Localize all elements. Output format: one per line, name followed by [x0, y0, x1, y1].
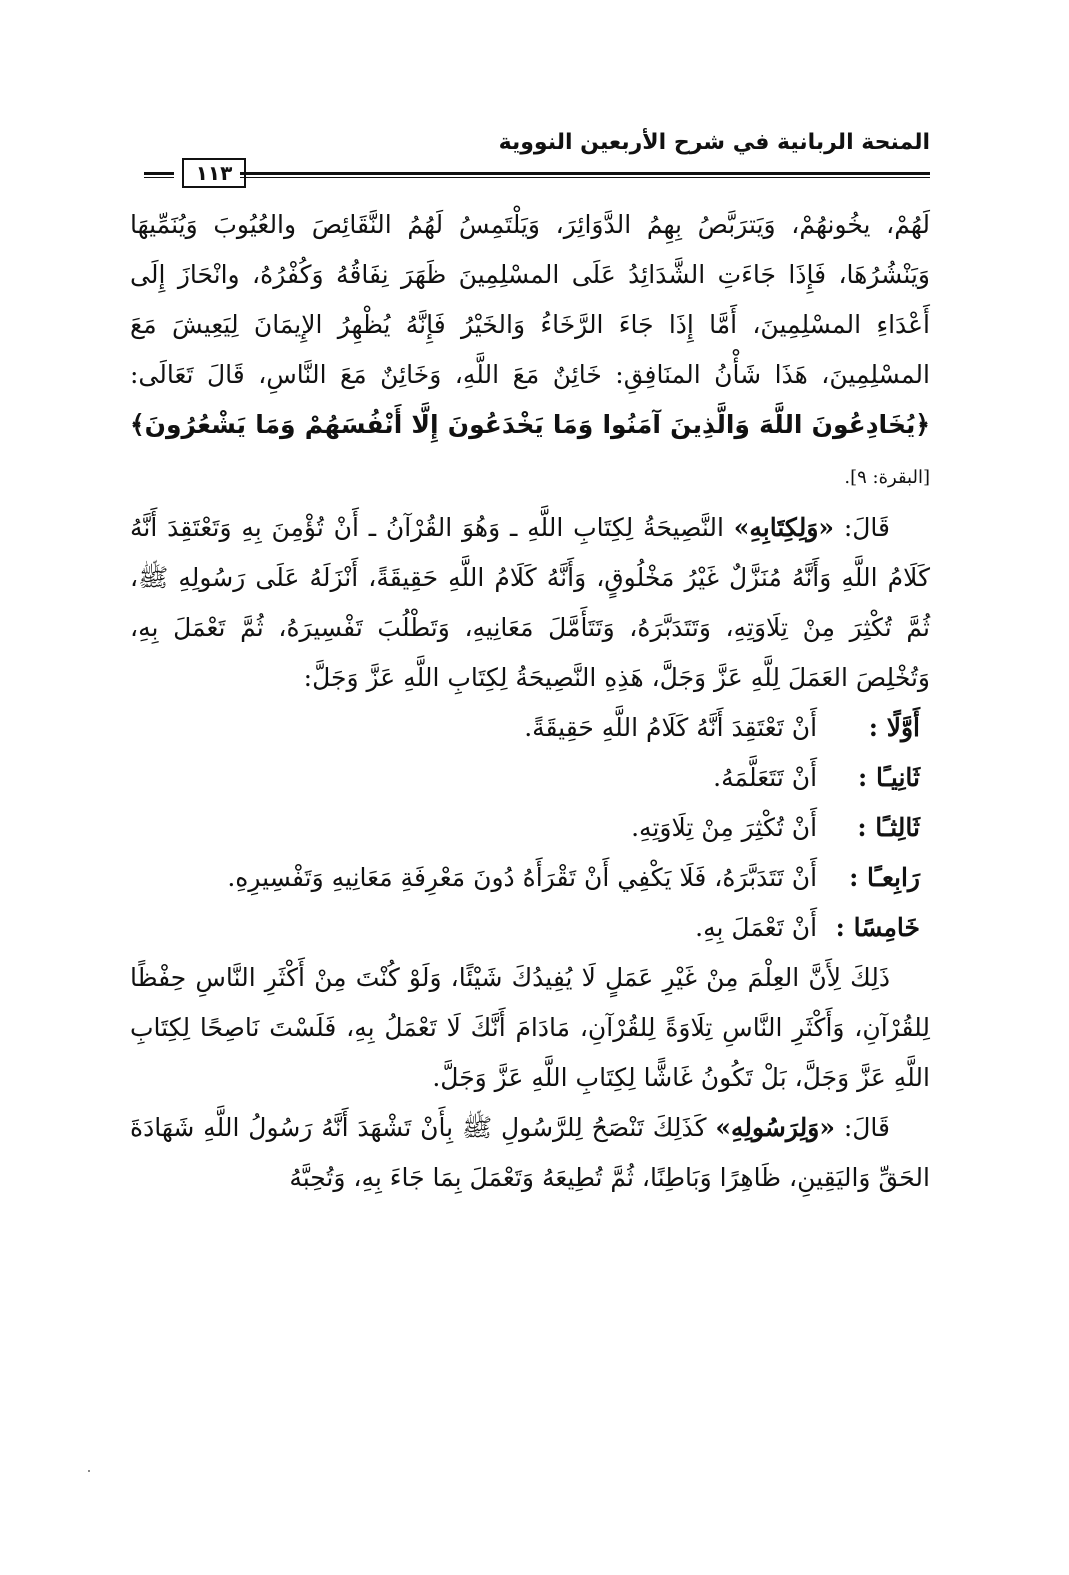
hadith-quote: «وَلِرَسُولِهِ»: [715, 1113, 835, 1142]
paragraph-kitab: [130, 503, 930, 703]
paragraph-lead: قَالَ:: [843, 513, 890, 542]
paragraph-amal: [130, 953, 930, 1103]
paragraph-text: لَهُمْ، يخُونهُمْ، وَيَترَبَّصُ بِهِمُ الدَّوَائِرَ، وَيَلْتَمِسُ لَهُمُ النَّقَائِصَ والعُيُوبَ وَيُنَمِّيهَا وَيَنْشُرُهَا، فَإِذَا جَاءَتِ الشَّدَائِدُ عَلَى المسْلِمِينَ ظَهَرَ نِفَاقُهُ وَكُفْرُهُ، وانْحَازَ إِلَى أَعْدَاءِ المسْلِمِينَ، أَمَّا إِذَا جَاءَ الرَّخَاءُ وَالخَيْرُ فَإِنَّهُ يُظْهِرُ الإِيمَانَ لِيَعِيشَ مَعَ المسْلِمِينَ، هَذَا شَأْنُ المنَافِقِ: خَائِنٌ مَعَ اللَّهِ، وَخَائِنٌ مَعَ النَّاسِ، قَالَ تَعَالَى:: [130, 210, 930, 389]
list-label: رَابِعـًا :: [849, 863, 920, 892]
paragraph-rasul: [130, 1103, 930, 1203]
list-text: أَنْ تُكْثِرَ مِنْ تِلَاوَتِهِ.: [631, 813, 818, 842]
list-text: أَنْ تَتَعَلَّمَهُ.: [713, 763, 818, 792]
list-item: [130, 703, 930, 753]
page-number: ١١٣: [182, 158, 246, 188]
list-text: أَنْ تَعْمَلَ بِهِ.: [695, 913, 818, 942]
list-item: [130, 853, 930, 903]
scan-speck: [88, 1470, 90, 1472]
page-header: [130, 118, 930, 188]
list-item: [130, 903, 930, 953]
quran-verse: ﴿يُخَادِعُونَ اللَّهَ وَالَّذِينَ آمَنُوا وَمَا يَخْدَعُونَ إِلَّا أَنْفُسَهُمْ وَمَا يَشْعُرُونَ﴾: [130, 410, 930, 439]
hadith-quote: «وَلِكِتَابِهِ»: [733, 513, 835, 542]
points-list: [130, 703, 930, 953]
list-label: أَوَّلًا :: [868, 713, 920, 742]
header-rule-left: [144, 172, 174, 178]
paragraph-lead: قَالَ:: [843, 1113, 890, 1142]
paragraph-text: النَّصِيحَةُ لِكِتَابِ اللَّهِ ـ وَهُوَ القُرْآنُ ـ أَنْ تُؤْمِنَ بِهِ وَتَعْتَقِدَ أَنَّهُ كَلَامُ اللَّهِ وَأَنَّهُ مُنَزَّلٌ غَيْرُ مَخْلُوقٍ، وَأَنَّهُ كَلَامُ اللَّهِ حَقِيقَةً، أَنْزَلَهُ عَلَى رَسُولِهِ ﷺ، ثُمَّ تُكْثِرَ مِنْ تِلَاوَتِهِ، وَتَتَدَبَّرَهُ، وَتَتَأَمَّلَ مَعَانِيهِ، وَتَطْلُبَ تَفْسِيرَهُ، ثُمَّ تَعْمَلَ بِهِ، وَتُخْلِصَ العَمَلَ لِلَّهِ عَزَّ وَجَلَّ، هَذِهِ النَّصِيحَةُ لِكِتَابِ اللَّهِ عَزَّ وَجَلَّ:: [130, 513, 930, 692]
list-label: ثَانِيـًا :: [858, 763, 920, 792]
paragraph-munafiq: [130, 200, 930, 503]
header-rule: [240, 172, 930, 178]
paragraph-text: كَذَلِكَ تَنْصَحُ لِلرَّسُولِ ﷺ بِأَنْ تَشْهَدَ أَنَّهُ رَسُولُ اللَّهِ شَهَادَةَ الحَقِّ وَاليَقِينِ، ظَاهِرًا وَبَاطِنًا، ثُمَّ تُطِيعَهُ وَتَعْمَلَ بِمَا جَاءَ بِهِ، وَتُحِبَّهُ: [130, 1113, 930, 1192]
paragraph-text: ذَلِكَ لِأَنَّ العِلْمَ مِنْ غَيْرِ عَمَلٍ لَا يُفِيدُكَ شَيْئًا، وَلَوْ كُنْتَ مِنْ أَكْثَرِ النَّاسِ حِفْظًا لِلقُرْآنِ، وَأَكْثَرِ النَّاسِ تِلَاوَةً لِلقُرْآنِ، مَادَامَ أَنَّكَ لَا تَعْمَلُ بِهِ، فَلَسْتَ نَاصِحًا لِكِتَابِ اللَّهِ عَزَّ وَجَلَّ، بَلْ تَكُونُ غَاشًّا لِكِتَابِ اللَّهِ عَزَّ وَجَلَّ.: [130, 963, 930, 1092]
page-body: [130, 200, 930, 1203]
verse-reference: [البقرة: ٩].: [844, 467, 930, 488]
list-label: ثَالِثـًا :: [857, 813, 920, 842]
list-item: [130, 803, 930, 853]
list-text: أَنْ تَعْتَقِدَ أَنَّهُ كَلَامُ اللَّهِ حَقِيقَةً.: [524, 713, 818, 742]
book-title: المنحة الربانية في شرح الأربعين النووية: [498, 130, 930, 155]
list-text: أَنْ تَتَدَبَّرَهُ، فَلَا يَكْفِي أَنْ تَقْرَأَهُ دُونَ مَعْرِفَةِ مَعَانِيهِ وَتَفْسِيرِهِ.: [227, 863, 818, 892]
list-item: [130, 753, 930, 803]
list-label: خَامِسًا :: [835, 913, 920, 942]
